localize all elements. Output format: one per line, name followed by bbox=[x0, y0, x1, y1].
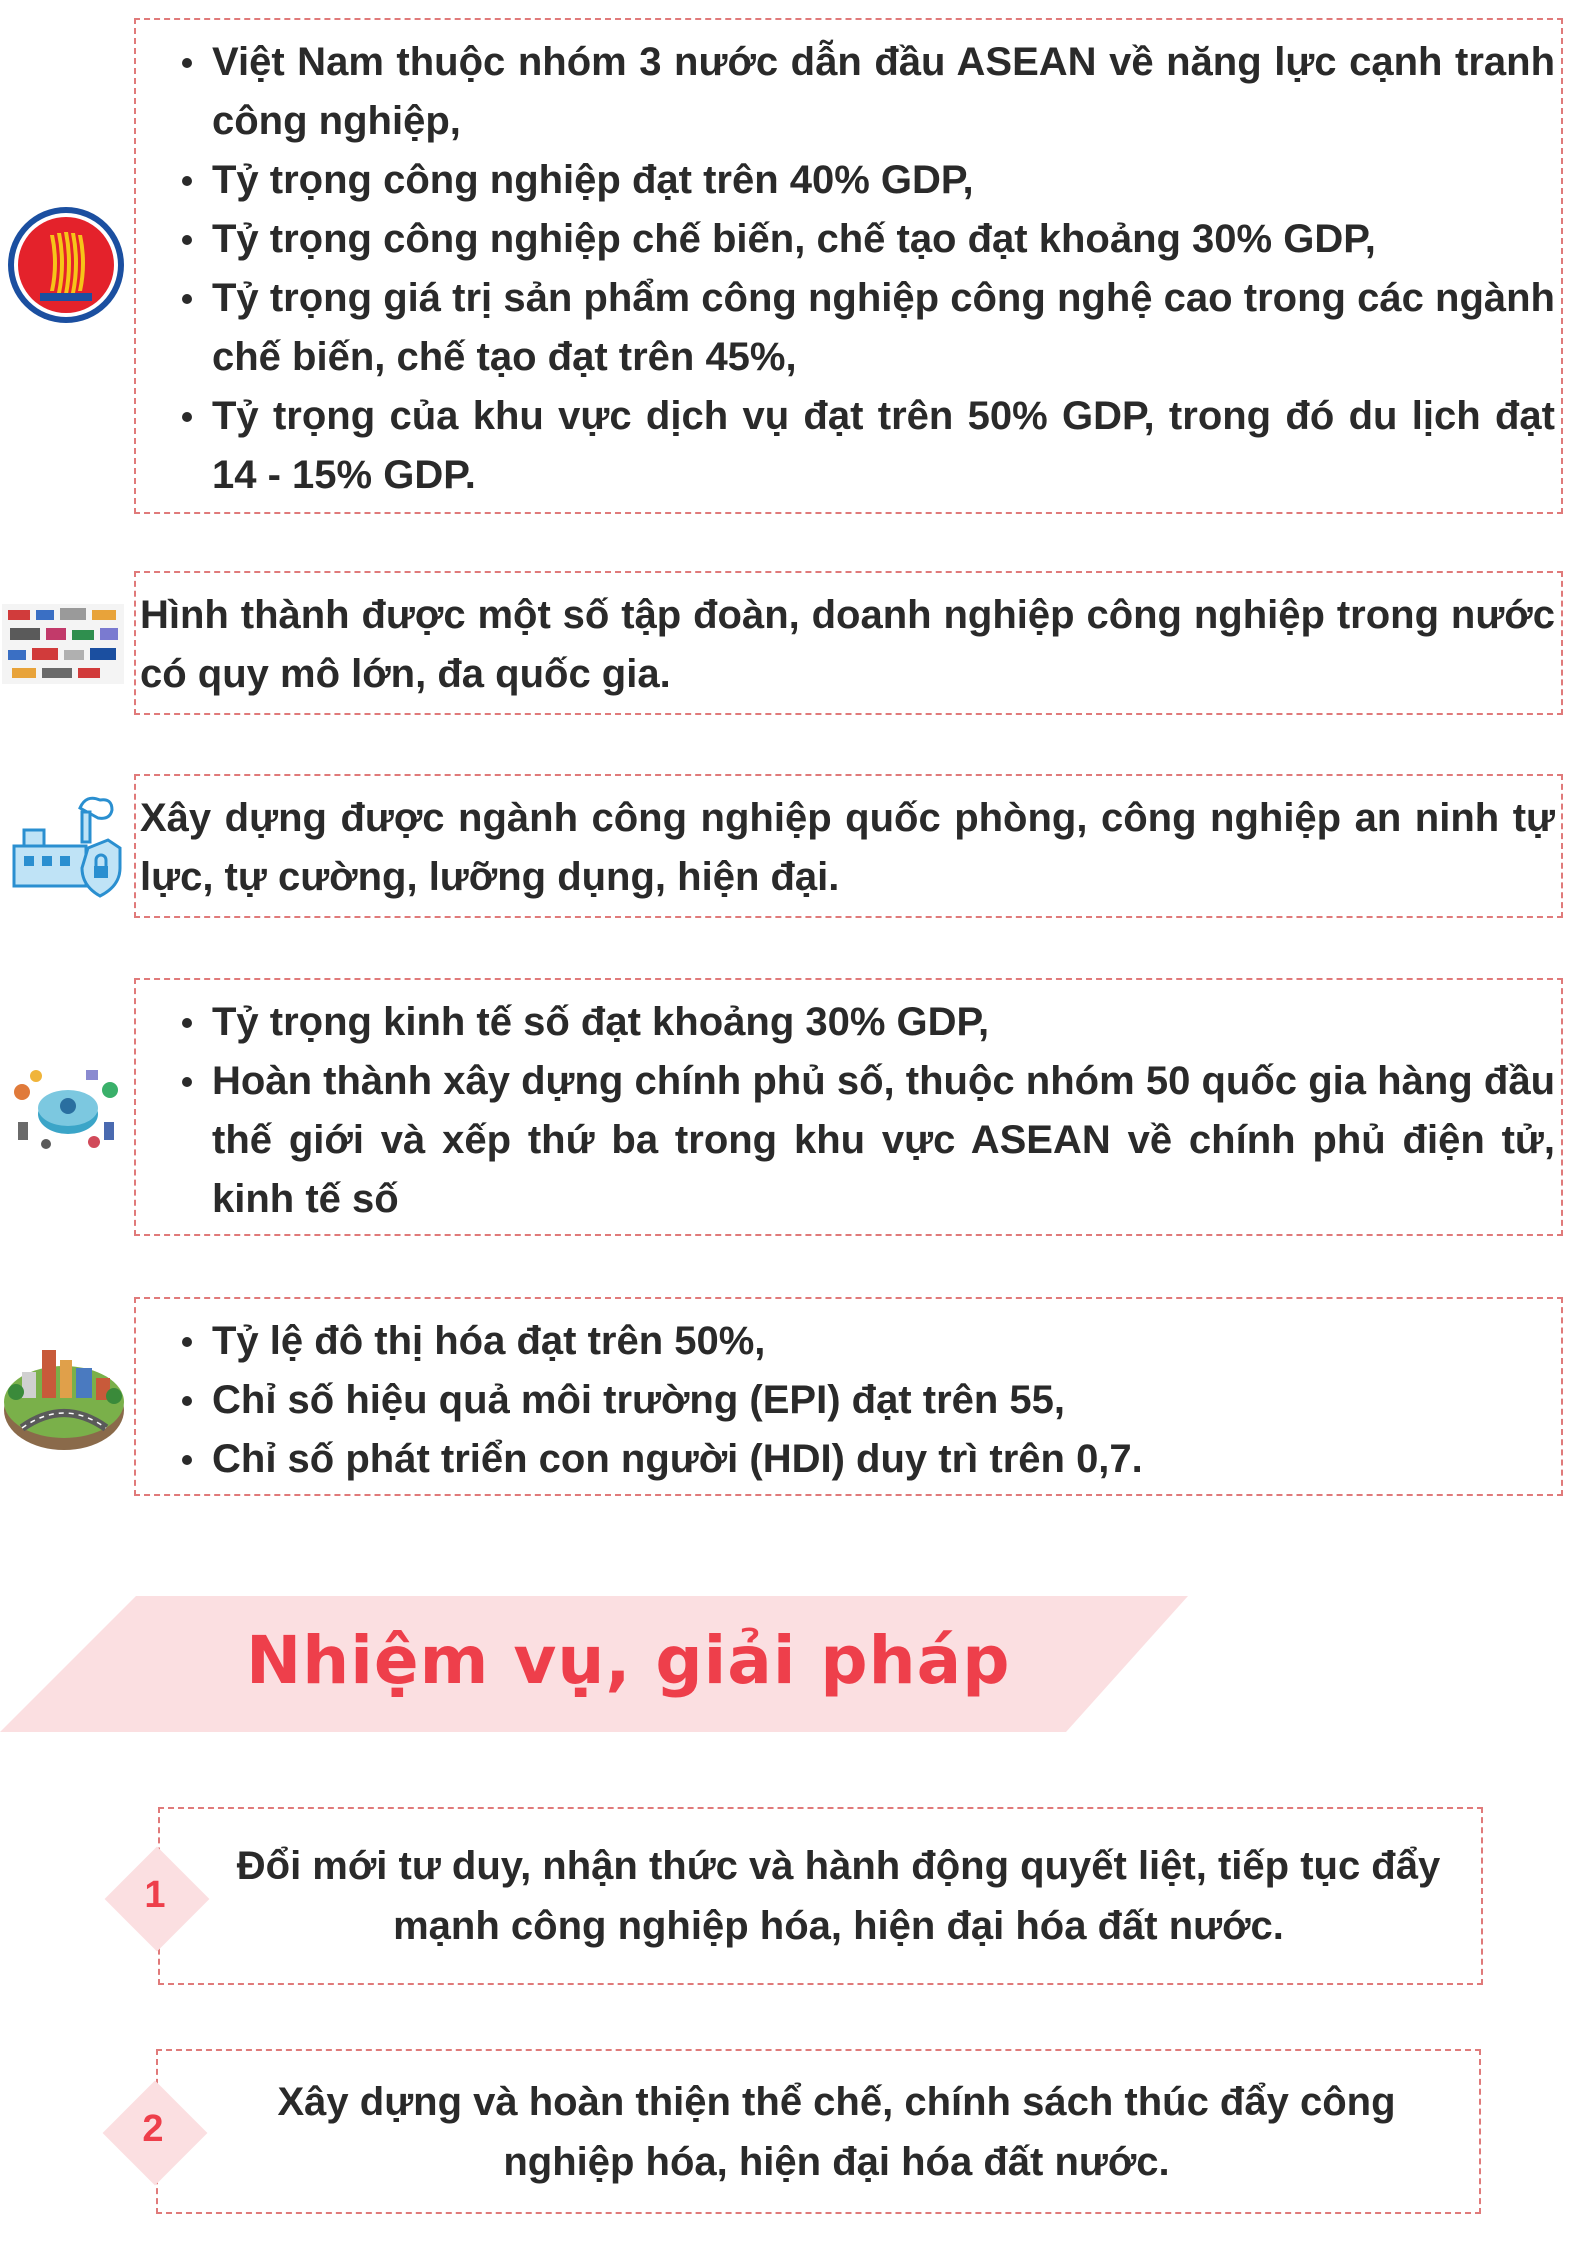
task-number: 1 bbox=[144, 1874, 166, 1916]
goal-block-urbanization bbox=[134, 1297, 1563, 1496]
task-text: Xây dựng và hoàn thiện thể chế, chính sách thúc đẩy công nghiệp hóa, hiện đại hóa đất nước. bbox=[277, 2079, 1396, 2184]
goal-item: Tỷ trọng công nghiệp đạt trên 40% GDP, bbox=[212, 151, 1561, 210]
goal-block-competitiveness bbox=[134, 18, 1563, 514]
goal-text: Hình thành được một số tập đoàn, doanh nghiệp công nghiệp trong nước có quy mô lớn, đa quốc gia. bbox=[140, 593, 1555, 696]
task-item-1 bbox=[158, 1807, 1483, 1985]
goal-item: Tỷ trọng của khu vực dịch vụ đạt trên 50% GDP, trong đó du lịch đạt 14 - 15% GDP. bbox=[212, 387, 1561, 505]
digital-economy-icon bbox=[6, 1062, 126, 1154]
task-item-2 bbox=[156, 2049, 1481, 2214]
goal-text: Xây dựng được ngành công nghiệp quốc phòng, công nghiệp an ninh tự lực, tự cường, lưỡng dụng, hiện đại. bbox=[140, 796, 1555, 899]
urban-city-icon bbox=[2, 1338, 126, 1456]
task-number: 2 bbox=[142, 2108, 164, 2150]
goal-item: Chỉ số hiệu quả môi trường (EPI) đạt trên 55, bbox=[212, 1371, 1561, 1430]
enterprise-logos-icon bbox=[2, 598, 124, 690]
goal-block-digital bbox=[134, 978, 1563, 1236]
goal-item: Tỷ trọng kinh tế số đạt khoảng 30% GDP, bbox=[212, 993, 1561, 1052]
asean-emblem-icon bbox=[6, 205, 126, 325]
goal-block-enterprises bbox=[134, 571, 1563, 715]
goal-item: Tỷ trọng công nghiệp chế biến, chế tạo đạt khoảng 30% GDP, bbox=[212, 210, 1561, 269]
goal-block-defense bbox=[134, 774, 1563, 918]
industry-security-icon bbox=[10, 790, 122, 902]
section-title: Nhiệm vụ, giải pháp bbox=[246, 1622, 1011, 1699]
goal-item: Việt Nam thuộc nhóm 3 nước dẫn đầu ASEAN về năng lực cạnh tranh công nghiệp, bbox=[212, 33, 1561, 151]
goal-item: Tỷ trọng giá trị sản phẩm công nghiệp công nghệ cao trong các ngành chế biến, chế tạo đạt trên 45%, bbox=[212, 269, 1561, 387]
goal-item: Tỷ lệ đô thị hóa đạt trên 50%, bbox=[212, 1312, 1561, 1371]
goal-item: Chỉ số phát triển con người (HDI) duy trì trên 0,7. bbox=[212, 1430, 1561, 1489]
task-text: Đổi mới tư duy, nhận thức và hành động quyết liệt, tiếp tục đẩy mạnh công nghiệp hóa, hiện đại hóa đất nước. bbox=[236, 1844, 1441, 1948]
goal-item: Hoàn thành xây dựng chính phủ số, thuộc nhóm 50 quốc gia hàng đầu thế giới và xếp thứ ba trong khu vực ASEAN về chính phủ điện tử, kinh tế số bbox=[212, 1052, 1561, 1229]
